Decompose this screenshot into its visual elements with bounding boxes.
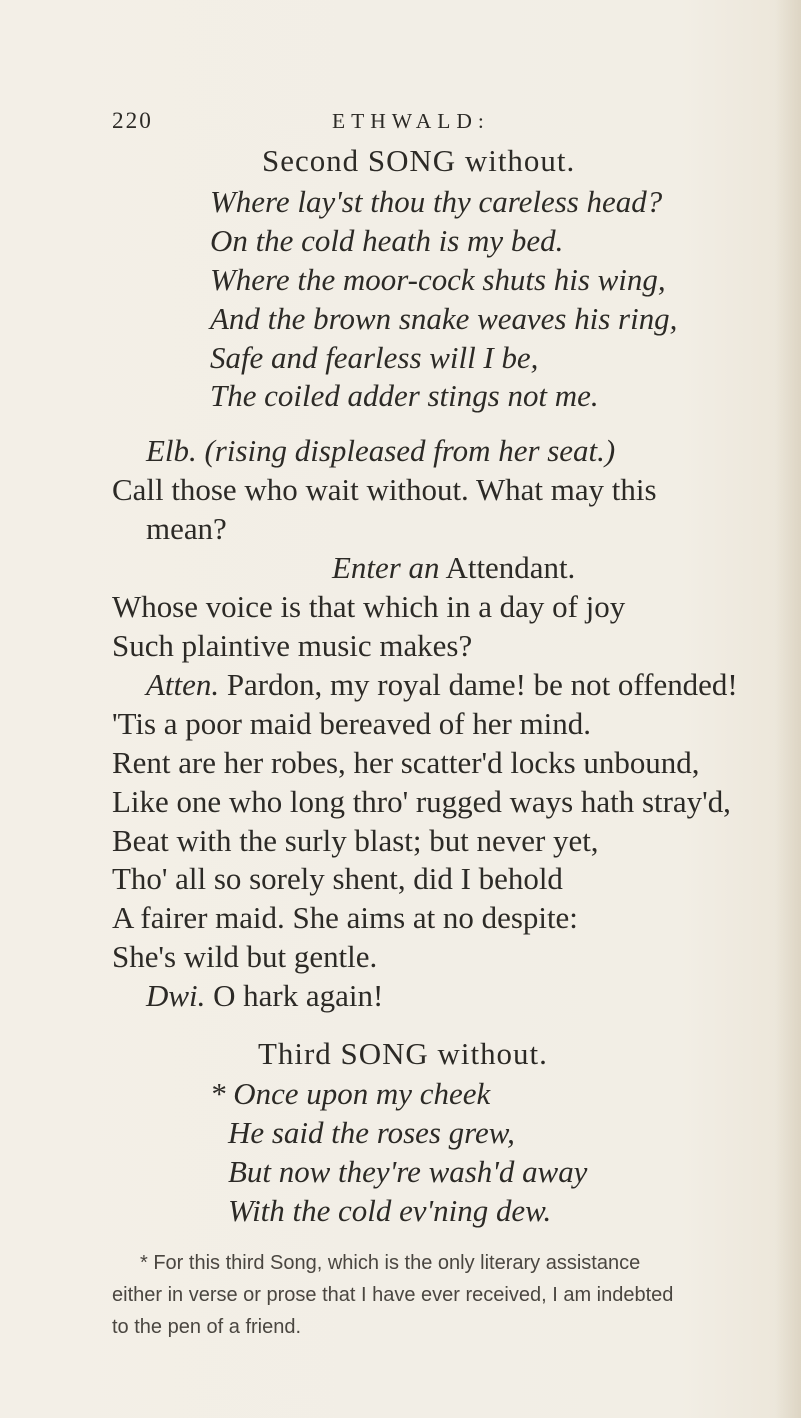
footnote-line: either in verse or prose that I have ever received, I am indebted [112,1284,674,1306]
dialogue-line: Beat with the surly blast; but never yet, [112,822,599,858]
stage-direction-elb [146,432,615,470]
dialogue-line: Call those who wait without. What may this [112,472,657,508]
dialogue-line: She's wild but gentle. [112,939,378,975]
song2-line: Where lay'st thou thy careless head? [210,183,663,219]
speaker-elb: Elb. [146,433,197,469]
song2-line: And the brown snake weaves his ring, [210,300,678,336]
song2-line: The coiled adder stings not me. [210,378,599,414]
footnote-line: * For this third Song, which is the only literary assistance [140,1252,641,1274]
dialogue-line: Such plaintive music makes? [112,627,473,663]
dialogue-line: Rent are her robes, her scatter'd locks unbound, [112,744,700,780]
page-number: 220 [112,107,153,134]
song2-line: On the cold heath is my bed. [210,222,564,258]
speaker-dwi: Dwi. [146,978,206,1014]
dwi-line: O hark again! [213,978,384,1014]
direction-rising: (rising displeased from her seat.) [204,433,616,469]
dialogue-dwi [146,977,383,1015]
dialogue-line: Whose voice is that which in a day of joy [112,589,626,625]
song3-line: But now they're wash'd away [228,1154,588,1190]
song2-line: Safe and fearless will I be, [210,339,539,375]
song3-line-first [210,1075,490,1113]
song3-heading: Third SONG without. [258,1035,548,1071]
song3-line: He said the roses grew, [228,1115,515,1151]
song3-line: With the cold ev'ning dew. [228,1193,552,1228]
dialogue-atten [146,666,738,704]
song2-heading: Second SONG without. [262,143,576,179]
dialogue-line: 'Tis a poor maid bereaved of her mind. [112,705,591,741]
song2-line: Where the moor-cock shuts his wing, [210,261,666,297]
enter-role: Attendant. [445,550,576,586]
speaker-atten: Atten. [146,666,220,702]
enter-label: Enter an [332,550,440,586]
running-title: ETHWALD: [332,108,490,133]
footnote-marker: * [210,1076,226,1112]
stage-direction-enter [332,549,575,587]
footnote-line: to the pen of a friend. [112,1316,302,1338]
dialogue-line: Tho' all so sorely shent, did I behold [112,861,563,897]
dialogue-line: mean? [146,511,227,547]
dialogue-line: A fairer maid. She aims at no despite: [112,900,578,936]
page-edge-shadow [775,0,801,1418]
song3-line: Once upon my cheek [233,1076,491,1112]
atten-line: Pardon, my royal dame! be not offended! [226,666,738,702]
dialogue-line: Like one who long thro' rugged ways hath stray'd, [112,783,731,819]
